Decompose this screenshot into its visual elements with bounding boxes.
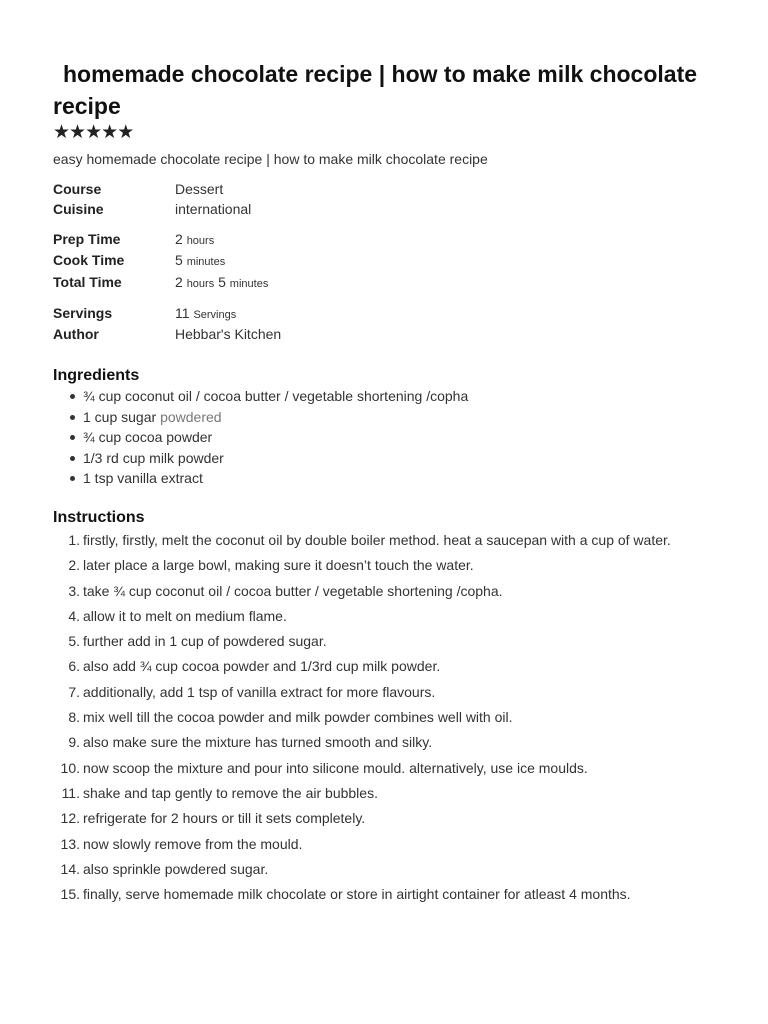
ingredients-list xyxy=(53,386,713,489)
step-number: 14. xyxy=(60,860,80,877)
step-number: 9. xyxy=(68,734,80,751)
step-text: finally, serve homemade milk chocolate or store in airtight container for atleast 4 months. xyxy=(83,886,631,903)
instruction-step xyxy=(53,629,733,654)
ingredient-text: ¾ cup coconut oil / cocoa butter / vegetable shortening /copha xyxy=(83,388,469,404)
step-text: mix well till the cocoa powder and milk powder combines well with oil. xyxy=(83,709,513,726)
instruction-step xyxy=(53,781,733,806)
time-unit: hours xyxy=(186,235,215,247)
meta-label: Prep Time xyxy=(53,231,121,247)
meta-value: international xyxy=(175,201,252,217)
step-number: 5. xyxy=(68,633,80,650)
step-text: additionally, add 1 tsp of vanilla extract for more flavours. xyxy=(83,683,436,700)
step-text: further add in 1 cup of powdered sugar. xyxy=(83,633,327,650)
instruction-step xyxy=(53,806,733,831)
time-unit: minutes xyxy=(229,278,269,290)
star-rating[interactable] xyxy=(53,122,133,144)
step-text: later place a large bowl, making sure it doesn’t touch the water. xyxy=(83,557,474,574)
step-text: also add ¾ cup cocoa powder and 1/3rd cup milk powder. xyxy=(83,658,441,675)
step-number: 12. xyxy=(60,810,80,827)
step-text: now slowly remove from the mould. xyxy=(83,835,303,852)
step-text: shake and tap gently to remove the air bubbles. xyxy=(83,784,378,801)
ingredient-item xyxy=(53,427,713,448)
meta-value: Dessert xyxy=(175,181,224,197)
recipe-title-text: homemade chocolate recipe | how to make milk chocolate recipe xyxy=(53,61,698,119)
ingredients-heading: Ingredients xyxy=(53,367,140,384)
step-number: 4. xyxy=(68,607,80,624)
instruction-step xyxy=(53,579,733,604)
step-text: allow it to melt on medium flame. xyxy=(83,607,287,624)
ingredient-item xyxy=(53,386,713,407)
step-number: 15. xyxy=(60,886,80,903)
time-amount: 5 xyxy=(175,252,183,268)
time-amount: 2 xyxy=(175,231,183,247)
ingredient-text: ¾ cup cocoa powder xyxy=(83,429,213,445)
instruction-step xyxy=(53,680,733,705)
servings-amount[interactable]: 11 xyxy=(175,305,190,321)
ingredient-text: 1 tsp vanilla extract xyxy=(83,470,203,486)
step-text: now scoop the mixture and pour into silicone mould. alternatively, use ice moulds. xyxy=(83,759,588,776)
ingredient-item xyxy=(53,468,713,489)
time-unit: hours xyxy=(186,278,215,290)
step-text: firstly, firstly, melt the coconut oil by double boiler method. heat a saucepan with a cup of water. xyxy=(83,532,671,548)
step-text: take ¾ cup coconut oil / cocoa butter / vegetable shortening /copha. xyxy=(83,582,503,599)
step-text: refrigerate for 2 hours or till it sets completely. xyxy=(83,810,366,827)
step-number: 1. xyxy=(68,532,80,548)
meta-label: Author xyxy=(53,326,99,342)
ingredient-note: powdered xyxy=(160,408,222,425)
instruction-step xyxy=(53,832,733,857)
meta-value xyxy=(175,251,225,271)
time-amount: 5 xyxy=(218,274,226,290)
step-number: 8. xyxy=(68,709,80,726)
recipe-title xyxy=(53,58,733,122)
instruction-step xyxy=(53,756,733,781)
recipe-summary: easy homemade chocolate recipe | how to make milk chocolate recipe xyxy=(53,151,488,167)
step-text: also make sure the mixture has turned smooth and silky. xyxy=(83,734,433,751)
servings-unit: Servings xyxy=(193,309,237,321)
time-unit: minutes xyxy=(186,256,226,268)
star-icon: ★ xyxy=(69,122,86,143)
star-icon: ★ xyxy=(85,122,102,143)
ingredient-item xyxy=(53,407,713,428)
instructions-heading: Instructions xyxy=(53,509,145,526)
meta-label: Servings xyxy=(53,305,113,321)
star-icon: ★ xyxy=(117,122,134,143)
star-icon: ★ xyxy=(53,122,70,143)
time-amount: 2 xyxy=(175,274,183,290)
meta-label: Cook Time xyxy=(53,252,125,268)
instruction-step xyxy=(53,528,733,553)
step-number: 7. xyxy=(68,683,80,700)
meta-label: Total Time xyxy=(53,274,122,290)
ingredient-item xyxy=(53,448,713,469)
instruction-step xyxy=(53,553,733,578)
step-number: 10. xyxy=(60,759,80,776)
step-number: 13. xyxy=(60,835,80,852)
instruction-step xyxy=(53,882,733,907)
instruction-step xyxy=(53,705,733,730)
meta-value xyxy=(175,230,214,250)
step-number: 6. xyxy=(68,658,80,675)
meta-value xyxy=(175,273,268,293)
meta-label: Course xyxy=(53,181,102,197)
instruction-step xyxy=(53,654,733,679)
instruction-step xyxy=(53,857,733,882)
meta-value: Hebbar's Kitchen xyxy=(175,326,282,342)
meta-label: Cuisine xyxy=(53,201,104,217)
instruction-step xyxy=(53,604,733,629)
instruction-step xyxy=(53,730,733,755)
step-text: also sprinkle powdered sugar. xyxy=(83,860,269,877)
star-icon: ★ xyxy=(101,122,118,143)
meta-value[interactable] xyxy=(175,304,236,324)
ingredient-text: 1/3 rd cup milk powder xyxy=(83,449,224,466)
step-number: 2. xyxy=(68,557,80,574)
instructions-list xyxy=(53,528,733,907)
step-number: 11. xyxy=(61,784,80,801)
ingredient-text: 1 cup sugar xyxy=(83,408,157,425)
step-number: 3. xyxy=(68,582,80,599)
